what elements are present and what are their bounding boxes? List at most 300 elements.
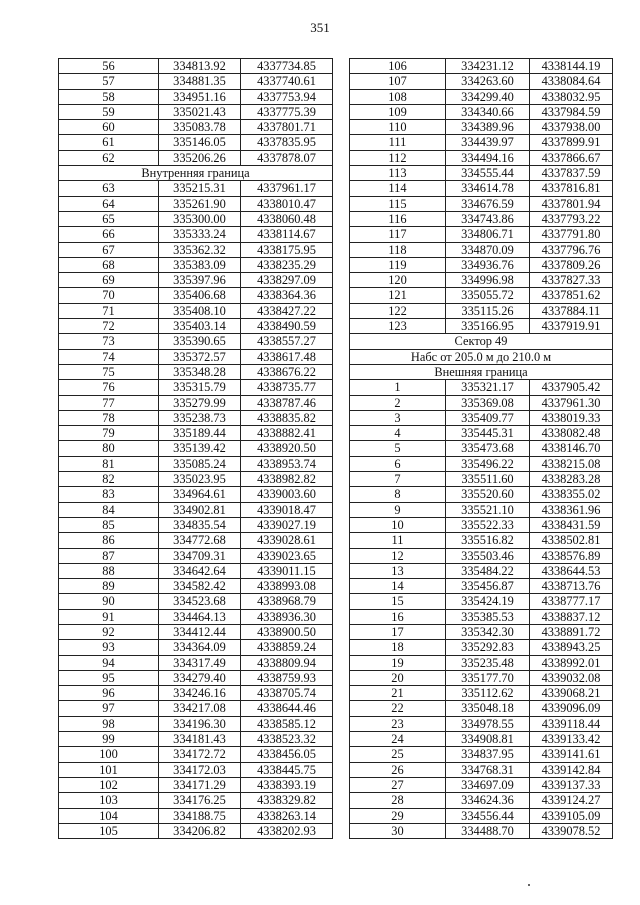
point-number-cell: 89	[59, 579, 159, 594]
y-coordinate-cell: 4337938.00	[530, 120, 613, 135]
x-coordinate-cell: 334768.31	[446, 762, 530, 777]
x-coordinate-cell: 334951.16	[159, 89, 241, 104]
point-number-cell: 6	[350, 456, 446, 471]
point-number-cell: 30	[350, 823, 446, 838]
table-row	[350, 640, 613, 655]
table-row	[59, 74, 333, 89]
x-coordinate-cell: 334263.60	[446, 74, 530, 89]
x-coordinate-cell: 334642.64	[159, 563, 241, 578]
point-number-cell: 108	[350, 89, 446, 104]
x-coordinate-cell: 334555.44	[446, 166, 530, 181]
point-number-cell: 113	[350, 166, 446, 181]
x-coordinate-cell: 335021.43	[159, 104, 241, 119]
y-coordinate-cell: 4338576.89	[530, 548, 613, 563]
x-coordinate-cell: 334806.71	[446, 227, 530, 242]
x-coordinate-cell: 334743.86	[446, 211, 530, 226]
table-row	[59, 257, 333, 272]
y-coordinate-cell: 4338992.01	[530, 655, 613, 670]
x-coordinate-cell: 334936.76	[446, 257, 530, 272]
point-number-cell: 66	[59, 227, 159, 242]
point-number-cell: 70	[59, 288, 159, 303]
point-number-cell: 16	[350, 609, 446, 624]
x-coordinate-cell: 334494.16	[446, 150, 530, 165]
y-coordinate-cell: 4338809.94	[241, 655, 333, 670]
table-row	[350, 303, 613, 318]
point-number-cell: 23	[350, 716, 446, 731]
table-row	[59, 777, 333, 792]
point-number-cell: 79	[59, 426, 159, 441]
point-number-cell: 103	[59, 793, 159, 808]
table-row	[59, 548, 333, 563]
x-coordinate-cell: 334881.35	[159, 74, 241, 89]
x-coordinate-cell: 335321.17	[446, 380, 530, 395]
table-row	[350, 487, 613, 502]
x-coordinate-cell: 335520.60	[446, 487, 530, 502]
section-header: Сектор 49	[350, 334, 613, 349]
point-number-cell: 63	[59, 181, 159, 196]
y-coordinate-cell: 4339003.60	[241, 487, 333, 502]
y-coordinate-cell: 4338676.22	[241, 364, 333, 379]
table-row	[350, 793, 613, 808]
point-number-cell: 61	[59, 135, 159, 150]
table-row	[59, 426, 333, 441]
y-coordinate-cell: 4337961.30	[530, 395, 613, 410]
table-row	[350, 288, 613, 303]
y-coordinate-cell: 4337919.91	[530, 319, 613, 334]
y-coordinate-cell: 4338032.95	[530, 89, 613, 104]
point-number-cell: 104	[59, 808, 159, 823]
point-number-cell: 29	[350, 808, 446, 823]
point-number-cell: 85	[59, 517, 159, 532]
point-number-cell: 78	[59, 410, 159, 425]
x-coordinate-cell: 334196.30	[159, 716, 241, 731]
table-row	[59, 579, 333, 594]
point-number-cell: 3	[350, 410, 446, 425]
x-coordinate-cell: 334835.54	[159, 517, 241, 532]
table-row	[350, 533, 613, 548]
y-coordinate-cell: 4339032.08	[530, 670, 613, 685]
y-coordinate-cell: 4339141.61	[530, 747, 613, 762]
table-row	[59, 211, 333, 226]
y-coordinate-cell: 4338329.82	[241, 793, 333, 808]
y-coordinate-cell: 4337793.22	[530, 211, 613, 226]
x-coordinate-cell: 335383.09	[159, 257, 241, 272]
point-number-cell: 91	[59, 609, 159, 624]
table-row	[59, 303, 333, 318]
table-row	[59, 716, 333, 731]
table-row	[350, 609, 613, 624]
x-coordinate-cell: 335333.24	[159, 227, 241, 242]
x-coordinate-cell: 334172.03	[159, 762, 241, 777]
table-row	[350, 120, 613, 135]
y-coordinate-cell: 4338235.29	[241, 257, 333, 272]
y-coordinate-cell: 4338355.02	[530, 487, 613, 502]
y-coordinate-cell: 4338882.41	[241, 426, 333, 441]
table-row	[59, 120, 333, 135]
table-row	[59, 89, 333, 104]
table-row	[59, 594, 333, 609]
x-coordinate-cell: 335403.14	[159, 319, 241, 334]
y-coordinate-cell: 4338837.12	[530, 609, 613, 624]
x-coordinate-cell: 335342.30	[446, 624, 530, 639]
point-number-cell: 2	[350, 395, 446, 410]
y-coordinate-cell: 4338943.25	[530, 640, 613, 655]
x-coordinate-cell: 334340.66	[446, 104, 530, 119]
table-row	[350, 808, 613, 823]
y-coordinate-cell: 4338644.53	[530, 563, 613, 578]
point-number-cell: 117	[350, 227, 446, 242]
point-number-cell: 64	[59, 196, 159, 211]
point-number-cell: 67	[59, 242, 159, 257]
y-coordinate-cell: 4337905.42	[530, 380, 613, 395]
table-row	[59, 150, 333, 165]
point-number-cell: 99	[59, 732, 159, 747]
y-coordinate-cell: 4339078.52	[530, 823, 613, 838]
x-coordinate-cell: 334488.70	[446, 823, 530, 838]
y-coordinate-cell: 4338787.46	[241, 395, 333, 410]
point-number-cell: 77	[59, 395, 159, 410]
x-coordinate-cell: 334614.78	[446, 181, 530, 196]
table-row	[350, 579, 613, 594]
point-number-cell: 1	[350, 380, 446, 395]
y-coordinate-cell: 4339096.09	[530, 701, 613, 716]
point-number-cell: 11	[350, 533, 446, 548]
x-coordinate-cell: 334709.31	[159, 548, 241, 563]
table-row	[59, 364, 333, 379]
table-row	[59, 655, 333, 670]
x-coordinate-cell: 334299.40	[446, 89, 530, 104]
table-row	[350, 135, 613, 150]
table-row	[350, 273, 613, 288]
table-row	[350, 196, 613, 211]
section-header-row	[350, 364, 613, 379]
section-header: Внутренняя граница	[59, 166, 333, 181]
x-coordinate-cell: 334188.75	[159, 808, 241, 823]
x-coordinate-cell: 335146.05	[159, 135, 241, 150]
y-coordinate-cell: 4337791.80	[530, 227, 613, 242]
point-number-cell: 121	[350, 288, 446, 303]
y-coordinate-cell: 4338523.32	[241, 732, 333, 747]
table-row	[350, 747, 613, 762]
table-row	[59, 762, 333, 777]
y-coordinate-cell: 4339142.84	[530, 762, 613, 777]
table-row	[59, 502, 333, 517]
x-coordinate-cell: 334813.92	[159, 59, 241, 74]
table-row	[350, 242, 613, 257]
point-number-cell: 75	[59, 364, 159, 379]
table-row	[59, 196, 333, 211]
point-number-cell: 107	[350, 74, 446, 89]
y-coordinate-cell: 4339133.42	[530, 732, 613, 747]
y-coordinate-cell: 4338936.30	[241, 609, 333, 624]
table-row	[59, 640, 333, 655]
x-coordinate-cell: 335215.31	[159, 181, 241, 196]
table-row	[350, 104, 613, 119]
x-coordinate-cell: 335166.95	[446, 319, 530, 334]
y-coordinate-cell: 4337899.91	[530, 135, 613, 150]
point-number-cell: 10	[350, 517, 446, 532]
table-row	[350, 701, 613, 716]
table-row	[59, 273, 333, 288]
point-number-cell: 86	[59, 533, 159, 548]
point-number-cell: 122	[350, 303, 446, 318]
y-coordinate-cell: 4338835.82	[241, 410, 333, 425]
table-row	[59, 823, 333, 838]
table-row	[350, 472, 613, 487]
point-number-cell: 106	[350, 59, 446, 74]
table-row	[59, 609, 333, 624]
table-row	[350, 441, 613, 456]
table-row	[59, 670, 333, 685]
y-coordinate-cell: 4338431.59	[530, 517, 613, 532]
point-number-cell: 82	[59, 472, 159, 487]
point-number-cell: 96	[59, 686, 159, 701]
x-coordinate-cell: 335390.65	[159, 334, 241, 349]
x-coordinate-cell: 334523.68	[159, 594, 241, 609]
table-row	[350, 823, 613, 838]
x-coordinate-cell: 335372.57	[159, 349, 241, 364]
point-number-cell: 97	[59, 701, 159, 716]
point-number-cell: 56	[59, 59, 159, 74]
x-coordinate-cell: 334582.42	[159, 579, 241, 594]
point-number-cell: 98	[59, 716, 159, 731]
point-number-cell: 8	[350, 487, 446, 502]
x-coordinate-cell: 334217.08	[159, 701, 241, 716]
x-coordinate-cell: 335511.60	[446, 472, 530, 487]
table-row	[350, 89, 613, 104]
point-number-cell: 21	[350, 686, 446, 701]
point-number-cell: 13	[350, 563, 446, 578]
table-row	[59, 441, 333, 456]
point-number-cell: 71	[59, 303, 159, 318]
table-row	[59, 395, 333, 410]
point-number-cell: 69	[59, 273, 159, 288]
x-coordinate-cell: 334279.40	[159, 670, 241, 685]
y-coordinate-cell: 4337866.67	[530, 150, 613, 165]
x-coordinate-cell: 335456.87	[446, 579, 530, 594]
y-coordinate-cell: 4338705.74	[241, 686, 333, 701]
point-number-cell: 18	[350, 640, 446, 655]
x-coordinate-cell: 335484.22	[446, 563, 530, 578]
y-coordinate-cell: 4338777.17	[530, 594, 613, 609]
y-coordinate-cell: 4337851.62	[530, 288, 613, 303]
y-coordinate-cell: 4338891.72	[530, 624, 613, 639]
x-coordinate-cell: 335206.26	[159, 150, 241, 165]
x-coordinate-cell: 334902.81	[159, 502, 241, 517]
x-coordinate-cell: 334389.96	[446, 120, 530, 135]
y-coordinate-cell: 4338456.05	[241, 747, 333, 762]
point-number-cell: 73	[59, 334, 159, 349]
table-row	[350, 257, 613, 272]
point-number-cell: 19	[350, 655, 446, 670]
x-coordinate-cell: 335238.73	[159, 410, 241, 425]
y-coordinate-cell: 4338215.08	[530, 456, 613, 471]
table-row	[350, 655, 613, 670]
y-coordinate-cell: 4337753.94	[241, 89, 333, 104]
table-row	[350, 762, 613, 777]
table-row	[350, 181, 613, 196]
point-number-cell: 84	[59, 502, 159, 517]
page-number: 351	[310, 20, 330, 35]
point-number-cell: 95	[59, 670, 159, 685]
point-number-cell: 60	[59, 120, 159, 135]
table-row	[59, 349, 333, 364]
y-coordinate-cell: 4339105.09	[530, 808, 613, 823]
x-coordinate-cell: 334412.44	[159, 624, 241, 639]
point-number-cell: 114	[350, 181, 446, 196]
y-coordinate-cell: 4338900.50	[241, 624, 333, 639]
y-coordinate-cell: 4338202.93	[241, 823, 333, 838]
x-coordinate-cell: 334464.13	[159, 609, 241, 624]
point-number-cell: 20	[350, 670, 446, 685]
y-coordinate-cell: 4338585.12	[241, 716, 333, 731]
point-number-cell: 58	[59, 89, 159, 104]
y-coordinate-cell: 4337984.59	[530, 104, 613, 119]
coordinates-table-left	[58, 58, 333, 839]
y-coordinate-cell: 4338557.27	[241, 334, 333, 349]
point-number-cell: 5	[350, 441, 446, 456]
y-coordinate-cell: 4337878.07	[241, 150, 333, 165]
point-number-cell: 118	[350, 242, 446, 257]
section-header: Внешняя граница	[350, 364, 613, 379]
y-coordinate-cell: 4339011.15	[241, 563, 333, 578]
table-row	[350, 716, 613, 731]
x-coordinate-cell: 335522.33	[446, 517, 530, 532]
table-row	[59, 104, 333, 119]
y-coordinate-cell: 4338297.09	[241, 273, 333, 288]
point-number-cell: 111	[350, 135, 446, 150]
point-number-cell: 102	[59, 777, 159, 792]
table-row	[350, 594, 613, 609]
table-row	[59, 135, 333, 150]
x-coordinate-cell: 335115.26	[446, 303, 530, 318]
point-number-cell: 81	[59, 456, 159, 471]
point-number-cell: 28	[350, 793, 446, 808]
table-row	[59, 701, 333, 716]
y-coordinate-cell: 4338114.67	[241, 227, 333, 242]
table-row	[350, 777, 613, 792]
y-coordinate-cell: 4339068.21	[530, 686, 613, 701]
x-coordinate-cell: 334908.81	[446, 732, 530, 747]
x-coordinate-cell: 335177.70	[446, 670, 530, 685]
x-coordinate-cell: 334231.12	[446, 59, 530, 74]
table-row	[59, 380, 333, 395]
point-number-cell: 110	[350, 120, 446, 135]
x-coordinate-cell: 335516.82	[446, 533, 530, 548]
point-number-cell: 15	[350, 594, 446, 609]
x-coordinate-cell: 334870.09	[446, 242, 530, 257]
x-coordinate-cell: 335055.72	[446, 288, 530, 303]
table-row	[350, 732, 613, 747]
y-coordinate-cell: 4338502.81	[530, 533, 613, 548]
scan-speck	[528, 884, 530, 886]
y-coordinate-cell: 4338982.82	[241, 472, 333, 487]
x-coordinate-cell: 335235.48	[446, 655, 530, 670]
section-header: Набс от 205.0 м до 210.0 м	[350, 349, 613, 364]
y-coordinate-cell: 4339118.44	[530, 716, 613, 731]
point-number-cell: 17	[350, 624, 446, 639]
y-coordinate-cell: 4338082.48	[530, 426, 613, 441]
y-coordinate-cell: 4338617.48	[241, 349, 333, 364]
point-number-cell: 68	[59, 257, 159, 272]
x-coordinate-cell: 335279.99	[159, 395, 241, 410]
table-row	[350, 548, 613, 563]
x-coordinate-cell: 334176.25	[159, 793, 241, 808]
section-header-row	[350, 334, 613, 349]
table-row	[59, 410, 333, 425]
table-row	[59, 181, 333, 196]
y-coordinate-cell: 4338364.36	[241, 288, 333, 303]
y-coordinate-cell: 4337837.59	[530, 166, 613, 181]
y-coordinate-cell: 4338393.19	[241, 777, 333, 792]
x-coordinate-cell: 335385.53	[446, 609, 530, 624]
table-row	[59, 472, 333, 487]
table-row	[59, 487, 333, 502]
y-coordinate-cell: 4338920.50	[241, 441, 333, 456]
x-coordinate-cell: 335473.68	[446, 441, 530, 456]
table-row	[59, 732, 333, 747]
y-coordinate-cell: 4338084.64	[530, 74, 613, 89]
table-row	[350, 319, 613, 334]
y-coordinate-cell: 4337801.94	[530, 196, 613, 211]
x-coordinate-cell: 335083.78	[159, 120, 241, 135]
table-row	[59, 686, 333, 701]
y-coordinate-cell: 4338993.08	[241, 579, 333, 594]
y-coordinate-cell: 4337835.95	[241, 135, 333, 150]
point-number-cell: 72	[59, 319, 159, 334]
y-coordinate-cell: 4337801.71	[241, 120, 333, 135]
point-number-cell: 9	[350, 502, 446, 517]
point-number-cell: 88	[59, 563, 159, 578]
point-number-cell: 24	[350, 732, 446, 747]
point-number-cell: 115	[350, 196, 446, 211]
point-number-cell: 101	[59, 762, 159, 777]
point-number-cell: 87	[59, 548, 159, 563]
x-coordinate-cell: 335261.90	[159, 196, 241, 211]
x-coordinate-cell: 335424.19	[446, 594, 530, 609]
x-coordinate-cell: 334171.29	[159, 777, 241, 792]
x-coordinate-cell: 334556.44	[446, 808, 530, 823]
table-row	[59, 533, 333, 548]
x-coordinate-cell: 335406.68	[159, 288, 241, 303]
point-number-cell: 92	[59, 624, 159, 639]
y-coordinate-cell: 4338953.74	[241, 456, 333, 471]
table-row	[350, 59, 613, 74]
x-coordinate-cell: 334317.49	[159, 655, 241, 670]
point-number-cell: 57	[59, 74, 159, 89]
point-number-cell: 4	[350, 426, 446, 441]
point-number-cell: 123	[350, 319, 446, 334]
point-number-cell: 109	[350, 104, 446, 119]
x-coordinate-cell: 335408.10	[159, 303, 241, 318]
table-row	[59, 227, 333, 242]
point-number-cell: 26	[350, 762, 446, 777]
y-coordinate-cell: 4338968.79	[241, 594, 333, 609]
table-row	[59, 808, 333, 823]
table-row	[59, 288, 333, 303]
x-coordinate-cell: 334996.98	[446, 273, 530, 288]
y-coordinate-cell: 4339028.61	[241, 533, 333, 548]
y-coordinate-cell: 4339018.47	[241, 502, 333, 517]
x-coordinate-cell: 335369.08	[446, 395, 530, 410]
point-number-cell: 94	[59, 655, 159, 670]
x-coordinate-cell: 335409.77	[446, 410, 530, 425]
table-row	[59, 624, 333, 639]
x-coordinate-cell: 334624.36	[446, 793, 530, 808]
y-coordinate-cell: 4338010.47	[241, 196, 333, 211]
table-row	[59, 747, 333, 762]
y-coordinate-cell: 4338713.76	[530, 579, 613, 594]
